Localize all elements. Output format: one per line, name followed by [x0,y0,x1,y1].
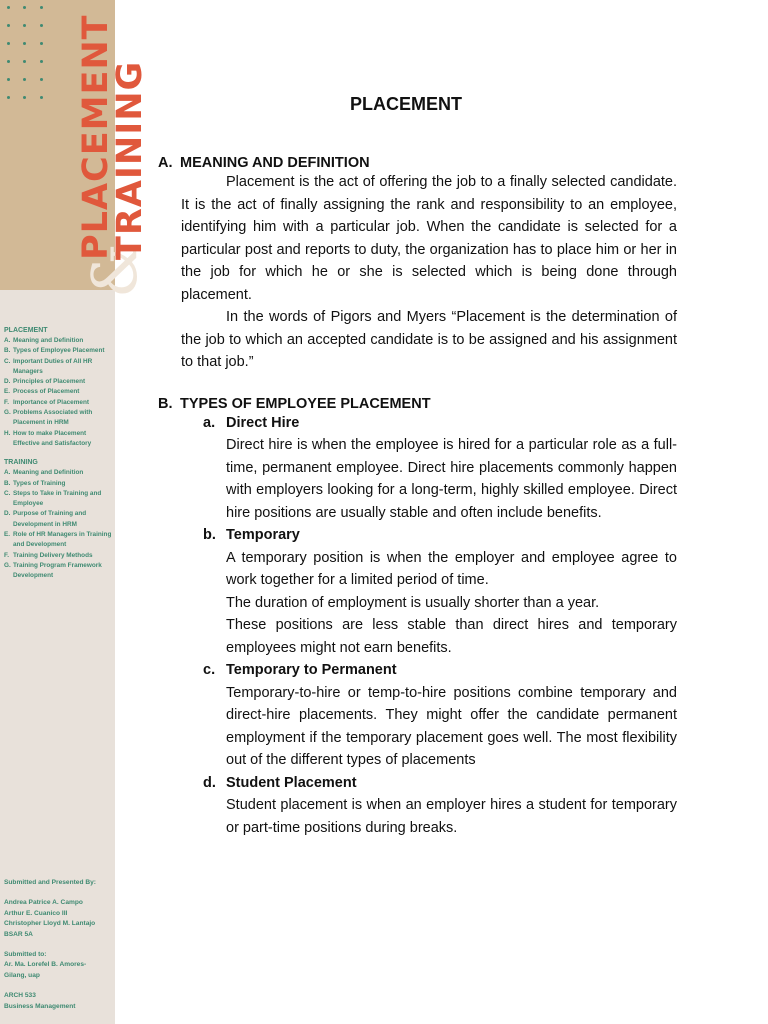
toc-item-text: Types of Training [13,479,66,487]
course-name: Business Management [4,1002,76,1010]
decorative-dot [7,60,10,63]
toc-item-label: G. [4,561,11,569]
toc-item-text: Important Duties of All HR Managers [13,357,93,375]
toc-item[interactable] [4,357,114,378]
placement-type [203,412,678,525]
sidebar [0,0,151,1024]
toc-item-label: D. [4,378,11,386]
item-label: c. [203,662,216,678]
toc-group-placement [4,327,114,449]
toc-item[interactable] [4,468,114,478]
toc-item-label: A. [4,337,11,344]
decorative-dot [7,24,10,27]
submitted-by-label: Submitted and Presented By: [4,879,96,886]
page-title: PLACEMENT [350,94,462,114]
section-name: BSAR 5A [4,930,33,938]
toc-item-text: Training Delivery Methods [13,551,93,559]
section-a-heading [158,155,678,171]
toc-item[interactable] [4,509,114,530]
decorative-dot [40,60,43,63]
decorative-dot [40,6,43,9]
decorative-dot [23,60,26,63]
toc-item-text: Steps to Take in Training and Employee [13,489,102,508]
toc-items [4,336,114,449]
item-description: Temporary-to-hire or temp-to-hire positions combine temporary and direct-hire placements. They might offer the candidate permanent employment if the temporary placement goes well. The most flexibility out of the different types of placements [226,684,677,768]
toc-item-text: Importance of Placement [13,398,89,406]
toc-item[interactable] [4,408,114,429]
placement-type [203,524,678,659]
toc-item[interactable] [4,346,114,356]
toc-item-text: Principles of Placement [13,378,86,386]
toc-item-label: E. [4,531,11,539]
decorative-dot [40,96,43,99]
toc-group-training [4,459,114,581]
item-label: a. [203,414,216,431]
toc-item-text: Types of Employee Placement [13,347,105,355]
item-title: Temporary [226,527,300,543]
decorative-dot [7,6,10,9]
placement-type-heading [203,659,678,682]
section-title: MEANING AND DEFINITION [180,155,370,171]
recipient-name: Ar. Ma. Lorefel B. Amores- [4,961,87,969]
author-name: Andrea Patrice A. Campo [4,899,83,907]
toc-item-text: How to make Placement Effective and Satisfactory [13,429,92,447]
toc-item[interactable] [4,429,114,450]
toc-items [4,468,114,581]
decorative-dot [40,24,43,27]
decorative-dot [7,78,10,81]
brand-line-training: TRAINING [110,60,150,260]
item-description: Student placement is when an employer hires a student for temporary or part-time positions during breaks. [226,797,677,836]
toc-item-label: A. [4,469,11,477]
toc-item[interactable] [4,398,114,408]
placement-type-heading [203,524,678,547]
author-name: Christopher Lloyd M. Lantajo [4,920,96,928]
toc-item-label: B. [4,347,11,355]
placement-type-heading [203,412,678,435]
decorative-dot [40,78,43,81]
toc-item[interactable] [4,489,114,510]
brand-title [76,14,151,298]
sidebar-banner [0,0,151,298]
decorative-dot [7,96,10,99]
toc-item-label: F. [4,551,9,559]
toc-item[interactable] [4,479,114,489]
section-label: B. [158,395,173,412]
toc-item-label: E. [4,388,11,396]
item-title: Student Placement [226,774,357,791]
item-label: d. [203,774,216,791]
item-description: These positions are less stable than direct hires and temporary employees might not earn benefits. [226,617,677,656]
decorative-dot [7,42,10,45]
placement-type [203,659,678,772]
section-b-heading [158,396,678,412]
toc-item-label: C. [4,357,11,365]
placement-type-heading [203,772,678,795]
toc-item-label: B. [4,479,11,487]
decorative-dot [23,42,26,45]
section-title: TYPES OF EMPLOYEE PLACEMENT [180,395,431,412]
decorative-dot [23,96,26,99]
toc-item-label: C. [4,489,11,497]
toc-item-label: F. [4,398,9,406]
toc-item-text: Purpose of Training and Development in HRM [13,510,87,528]
decorative-dot [23,6,26,9]
toc-item[interactable] [4,377,114,387]
toc-item-text: Role of HR Managers in Training and Development [13,531,112,549]
placement-types-list [158,412,678,840]
toc-item-label: H. [4,429,11,437]
toc-item-text: Meaning and Definition [13,469,84,477]
paragraph: In the words of Pigors and Myers “Placement is the determination of the job to which an accepted candidate is to be assigned and his assignment to that job.” [181,309,677,370]
author-name: Arthur E. Cuanico III [4,909,68,917]
item-description: Direct hire is when the employee is hired for a particular role as a full-time, permanent employee. Direct hire placements commonly happen with employers looking for a long-term, highly skilled employee. Direct hire positions are usually stable and often include benefits. [226,437,677,521]
submitted-to-label: Submitted to: [4,951,47,959]
course-code: ARCH 533 [4,992,36,1000]
toc-item-text: Meaning and Definition [13,337,84,344]
decorative-dot [23,24,26,27]
decorative-dot [23,78,26,81]
toc-item[interactable] [4,387,114,397]
toc-item-label: G. [4,409,11,417]
item-label: b. [203,527,216,543]
paragraph: Placement is the act of offering the job to a finally selected candidate. It is the act of finally assigning the rank and responsibility to an employee, identifying him with a particular job. When the candidate is selected for a particular post and reports to duty, the organization has to place him or her in the job for which he or she is selected which is being done through placement. [181,174,677,303]
toc-item[interactable] [4,530,114,551]
placement-type [203,772,678,840]
toc-heading[interactable]: PLACEMENT [4,327,48,334]
toc-item-text: Problems Associated with Placement in HRM [13,409,93,427]
item-title: Direct Hire [226,414,300,431]
recipient-name: Gilang, uap [4,971,40,979]
toc-item-text: Training Program Framework Development [13,561,102,580]
document-body [158,90,678,839]
table-of-contents [4,327,114,592]
toc-item[interactable] [4,336,114,346]
toc-item[interactable] [4,551,114,561]
credits [4,878,114,1012]
brand-line-placement: PLACEMENT [76,14,116,260]
toc-item[interactable] [4,561,114,582]
brand-ampersand: & [78,242,151,298]
section-label: A. [158,155,173,171]
item-description: The duration of employment is usually shorter than a year. [226,594,600,611]
toc-heading[interactable]: TRAINING [4,459,38,467]
toc-item-label: D. [4,510,11,518]
item-title: Temporary to Permanent [226,662,397,678]
item-description: A temporary position is when the employer and employee agree to work together for a limited period of time. [226,549,677,588]
decorative-dot [40,42,43,45]
toc-item-text: Process of Placement [13,388,80,396]
